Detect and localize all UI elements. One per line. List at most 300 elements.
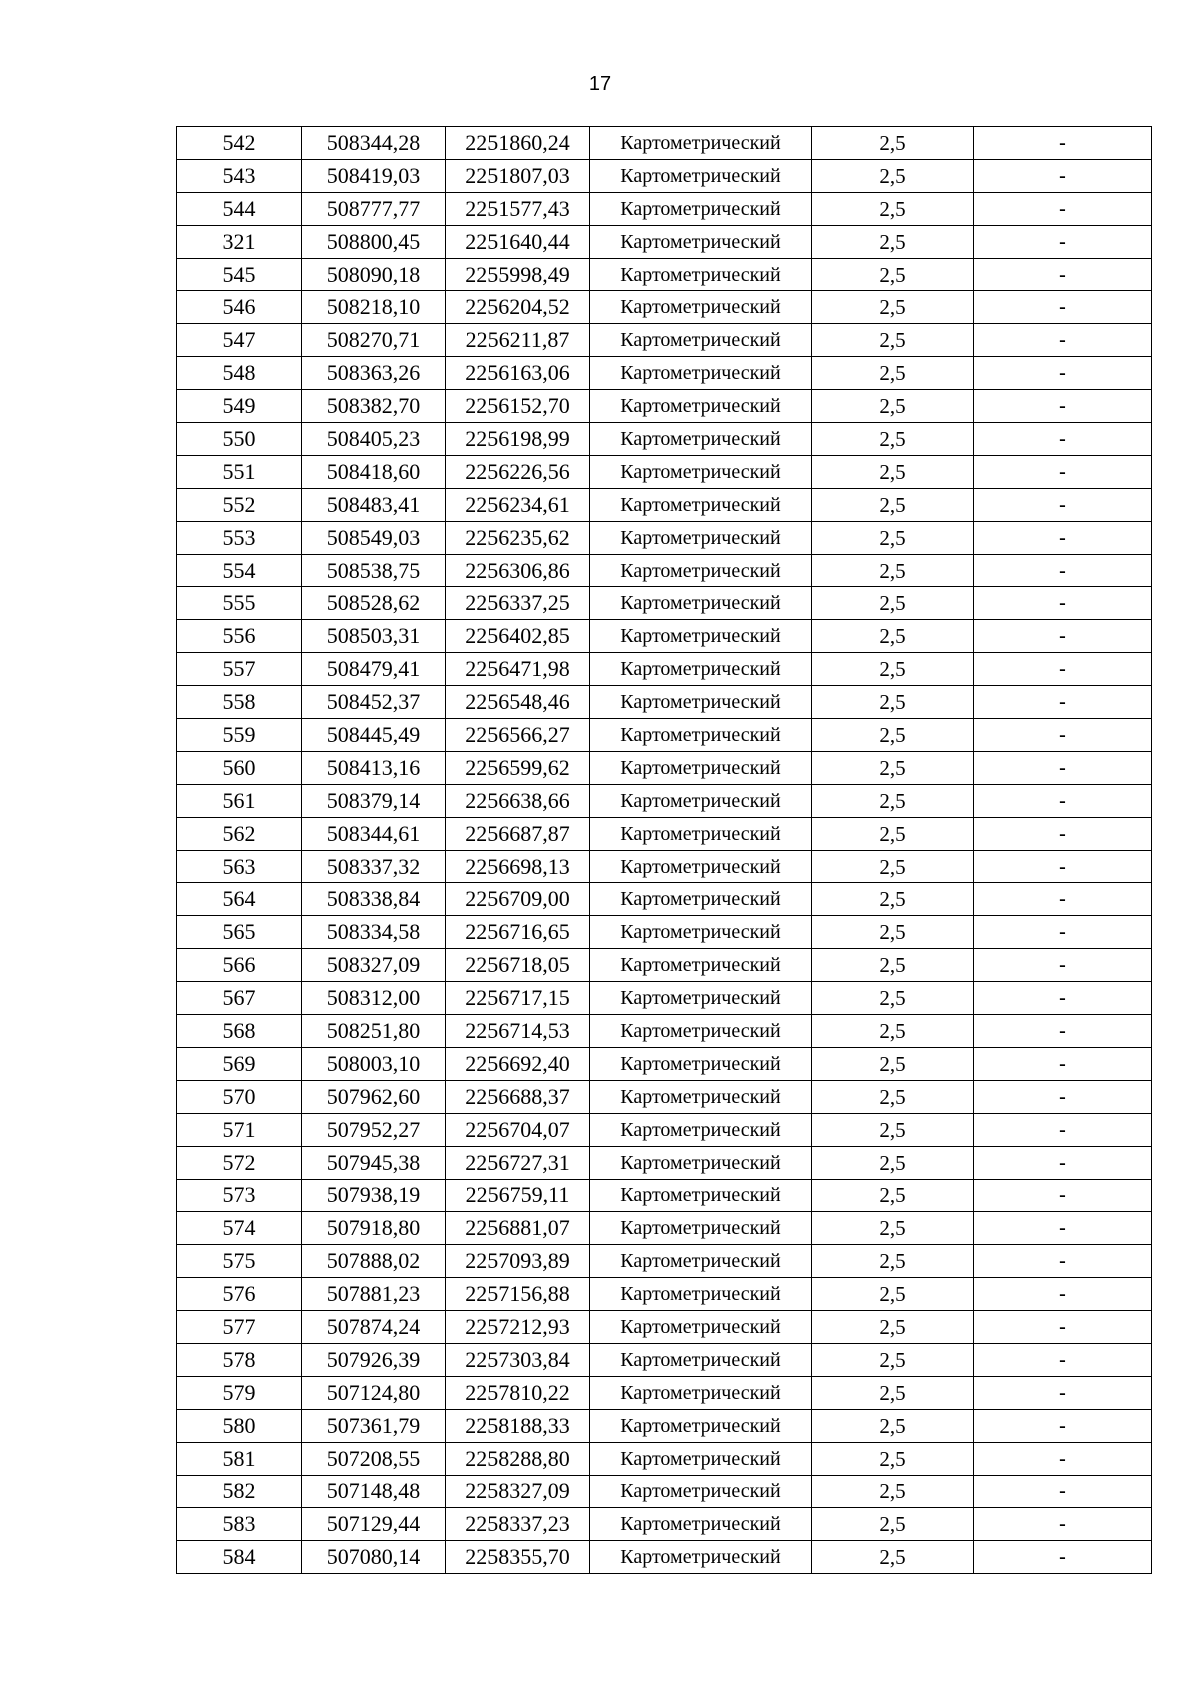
y-coordinate-cell: 2256337,25: [446, 587, 590, 620]
page-number: 17: [588, 73, 612, 95]
accuracy-cell: 2,5: [812, 159, 974, 192]
table-row: [177, 1541, 1152, 1574]
accuracy-cell: 2,5: [812, 850, 974, 883]
method-cell: Картометрический: [590, 1475, 812, 1508]
accuracy-cell: 2,5: [812, 488, 974, 521]
note-cell: -: [974, 455, 1152, 488]
x-coordinate-cell: 508405,23: [302, 423, 446, 456]
point-number-cell: 580: [177, 1409, 302, 1442]
point-number-cell: 555: [177, 587, 302, 620]
note-cell: -: [974, 127, 1152, 160]
y-coordinate-cell: 2256235,62: [446, 521, 590, 554]
note-cell: -: [974, 1212, 1152, 1245]
table-row: [177, 225, 1152, 258]
method-cell: Картометрический: [590, 1376, 812, 1409]
y-coordinate-cell: 2256759,11: [446, 1179, 590, 1212]
method-cell: Картометрический: [590, 192, 812, 225]
note-cell: -: [974, 1113, 1152, 1146]
note-cell: -: [974, 357, 1152, 390]
method-cell: Картометрический: [590, 1278, 812, 1311]
y-coordinate-cell: 2258327,09: [446, 1475, 590, 1508]
note-cell: -: [974, 1541, 1152, 1574]
y-coordinate-cell: 2256306,86: [446, 554, 590, 587]
accuracy-cell: 2,5: [812, 653, 974, 686]
accuracy-cell: 2,5: [812, 455, 974, 488]
method-cell: Картометрический: [590, 1343, 812, 1376]
accuracy-cell: 2,5: [812, 324, 974, 357]
y-coordinate-cell: 2256402,85: [446, 620, 590, 653]
note-cell: -: [974, 488, 1152, 521]
y-coordinate-cell: 2256566,27: [446, 719, 590, 752]
method-cell: Картометрический: [590, 1541, 812, 1574]
accuracy-cell: 2,5: [812, 258, 974, 291]
accuracy-cell: 2,5: [812, 521, 974, 554]
table-row: [177, 1475, 1152, 1508]
y-coordinate-cell: 2256687,87: [446, 817, 590, 850]
table-row: [177, 916, 1152, 949]
note-cell: -: [974, 949, 1152, 982]
y-coordinate-cell: 2256718,05: [446, 949, 590, 982]
point-number-cell: 565: [177, 916, 302, 949]
y-coordinate-cell: 2256714,53: [446, 1015, 590, 1048]
table-row: [177, 1146, 1152, 1179]
x-coordinate-cell: 508777,77: [302, 192, 446, 225]
x-coordinate-cell: 508382,70: [302, 390, 446, 423]
note-cell: -: [974, 1179, 1152, 1212]
table-row: [177, 883, 1152, 916]
point-number-cell: 560: [177, 751, 302, 784]
point-number-cell: 584: [177, 1541, 302, 1574]
x-coordinate-cell: 507945,38: [302, 1146, 446, 1179]
y-coordinate-cell: 2256727,31: [446, 1146, 590, 1179]
method-cell: Картометрический: [590, 390, 812, 423]
note-cell: -: [974, 258, 1152, 291]
y-coordinate-cell: 2258355,70: [446, 1541, 590, 1574]
accuracy-cell: 2,5: [812, 423, 974, 456]
coordinates-table: [176, 126, 1152, 1574]
note-cell: -: [974, 1311, 1152, 1344]
method-cell: Картометрический: [590, 488, 812, 521]
x-coordinate-cell: 507952,27: [302, 1113, 446, 1146]
point-number-cell: 562: [177, 817, 302, 850]
table-row: [177, 817, 1152, 850]
table-row: [177, 324, 1152, 357]
x-coordinate-cell: 508452,37: [302, 686, 446, 719]
accuracy-cell: 2,5: [812, 1475, 974, 1508]
accuracy-cell: 2,5: [812, 949, 974, 982]
method-cell: Картометрический: [590, 1409, 812, 1442]
note-cell: -: [974, 1146, 1152, 1179]
point-number-cell: 548: [177, 357, 302, 390]
x-coordinate-cell: 508312,00: [302, 982, 446, 1015]
table-row: [177, 521, 1152, 554]
note-cell: -: [974, 620, 1152, 653]
y-coordinate-cell: 2257093,89: [446, 1245, 590, 1278]
y-coordinate-cell: 2251860,24: [446, 127, 590, 160]
note-cell: -: [974, 1278, 1152, 1311]
note-cell: -: [974, 324, 1152, 357]
table-row: [177, 423, 1152, 456]
method-cell: Картометрический: [590, 1113, 812, 1146]
y-coordinate-cell: 2256198,99: [446, 423, 590, 456]
method-cell: Картометрический: [590, 982, 812, 1015]
method-cell: Картометрический: [590, 1047, 812, 1080]
accuracy-cell: 2,5: [812, 390, 974, 423]
point-number-cell: 558: [177, 686, 302, 719]
x-coordinate-cell: 508363,26: [302, 357, 446, 390]
y-coordinate-cell: 2251807,03: [446, 159, 590, 192]
table-row: [177, 357, 1152, 390]
table-row: [177, 784, 1152, 817]
point-number-cell: 577: [177, 1311, 302, 1344]
x-coordinate-cell: 508538,75: [302, 554, 446, 587]
accuracy-cell: 2,5: [812, 1508, 974, 1541]
note-cell: -: [974, 159, 1152, 192]
table-row: [177, 1113, 1152, 1146]
point-number-cell: 572: [177, 1146, 302, 1179]
point-number-cell: 574: [177, 1212, 302, 1245]
accuracy-cell: 2,5: [812, 1047, 974, 1080]
x-coordinate-cell: 508419,03: [302, 159, 446, 192]
y-coordinate-cell: 2256692,40: [446, 1047, 590, 1080]
x-coordinate-cell: 508379,14: [302, 784, 446, 817]
accuracy-cell: 2,5: [812, 1442, 974, 1475]
x-coordinate-cell: 507124,80: [302, 1376, 446, 1409]
table-row: [177, 159, 1152, 192]
accuracy-cell: 2,5: [812, 620, 974, 653]
x-coordinate-cell: 508003,10: [302, 1047, 446, 1080]
accuracy-cell: 2,5: [812, 1015, 974, 1048]
x-coordinate-cell: 508344,61: [302, 817, 446, 850]
method-cell: Картометрический: [590, 1442, 812, 1475]
method-cell: Картометрический: [590, 127, 812, 160]
method-cell: Картометрический: [590, 916, 812, 949]
y-coordinate-cell: 2251577,43: [446, 192, 590, 225]
x-coordinate-cell: 508344,28: [302, 127, 446, 160]
accuracy-cell: 2,5: [812, 357, 974, 390]
y-coordinate-cell: 2256599,62: [446, 751, 590, 784]
accuracy-cell: 2,5: [812, 1278, 974, 1311]
point-number-cell: 571: [177, 1113, 302, 1146]
point-number-cell: 561: [177, 784, 302, 817]
method-cell: Картометрический: [590, 949, 812, 982]
point-number-cell: 553: [177, 521, 302, 554]
y-coordinate-cell: 2256717,15: [446, 982, 590, 1015]
y-coordinate-cell: 2256163,06: [446, 357, 590, 390]
y-coordinate-cell: 2258188,33: [446, 1409, 590, 1442]
point-number-cell: 563: [177, 850, 302, 883]
y-coordinate-cell: 2257212,93: [446, 1311, 590, 1344]
y-coordinate-cell: 2256548,46: [446, 686, 590, 719]
method-cell: Картометрический: [590, 225, 812, 258]
y-coordinate-cell: 2256226,56: [446, 455, 590, 488]
y-coordinate-cell: 2258337,23: [446, 1508, 590, 1541]
y-coordinate-cell: 2256716,65: [446, 916, 590, 949]
method-cell: Картометрический: [590, 423, 812, 456]
table-row: [177, 1343, 1152, 1376]
y-coordinate-cell: 2256471,98: [446, 653, 590, 686]
point-number-cell: 557: [177, 653, 302, 686]
y-coordinate-cell: 2256234,61: [446, 488, 590, 521]
note-cell: -: [974, 423, 1152, 456]
note-cell: -: [974, 784, 1152, 817]
point-number-cell: 576: [177, 1278, 302, 1311]
x-coordinate-cell: 507129,44: [302, 1508, 446, 1541]
point-number-cell: 554: [177, 554, 302, 587]
table-row: [177, 1442, 1152, 1475]
accuracy-cell: 2,5: [812, 291, 974, 324]
y-coordinate-cell: 2256204,52: [446, 291, 590, 324]
x-coordinate-cell: 508413,16: [302, 751, 446, 784]
note-cell: -: [974, 587, 1152, 620]
x-coordinate-cell: 507962,60: [302, 1080, 446, 1113]
note-cell: -: [974, 192, 1152, 225]
table-row: [177, 1245, 1152, 1278]
point-number-cell: 573: [177, 1179, 302, 1212]
accuracy-cell: 2,5: [812, 751, 974, 784]
accuracy-cell: 2,5: [812, 1146, 974, 1179]
x-coordinate-cell: 508218,10: [302, 291, 446, 324]
method-cell: Картометрический: [590, 653, 812, 686]
point-number-cell: 575: [177, 1245, 302, 1278]
x-coordinate-cell: 507208,55: [302, 1442, 446, 1475]
table-row: [177, 949, 1152, 982]
method-cell: Картометрический: [590, 258, 812, 291]
accuracy-cell: 2,5: [812, 1113, 974, 1146]
point-number-cell: 546: [177, 291, 302, 324]
x-coordinate-cell: 508528,62: [302, 587, 446, 620]
method-cell: Картометрический: [590, 587, 812, 620]
table-row: [177, 850, 1152, 883]
x-coordinate-cell: 507361,79: [302, 1409, 446, 1442]
y-coordinate-cell: 2256638,66: [446, 784, 590, 817]
accuracy-cell: 2,5: [812, 883, 974, 916]
accuracy-cell: 2,5: [812, 1179, 974, 1212]
table-row: [177, 554, 1152, 587]
method-cell: Картометрический: [590, 1212, 812, 1245]
y-coordinate-cell: 2256211,87: [446, 324, 590, 357]
accuracy-cell: 2,5: [812, 554, 974, 587]
note-cell: -: [974, 225, 1152, 258]
method-cell: Картометрический: [590, 1508, 812, 1541]
table-row: [177, 390, 1152, 423]
point-number-cell: 545: [177, 258, 302, 291]
table-row: [177, 127, 1152, 160]
x-coordinate-cell: 508090,18: [302, 258, 446, 291]
accuracy-cell: 2,5: [812, 587, 974, 620]
note-cell: -: [974, 291, 1152, 324]
point-number-cell: 542: [177, 127, 302, 160]
point-number-cell: 581: [177, 1442, 302, 1475]
table-row: [177, 258, 1152, 291]
y-coordinate-cell: 2256709,00: [446, 883, 590, 916]
method-cell: Картометрический: [590, 1146, 812, 1179]
y-coordinate-cell: 2251640,44: [446, 225, 590, 258]
x-coordinate-cell: 507938,19: [302, 1179, 446, 1212]
table-row: [177, 1278, 1152, 1311]
x-coordinate-cell: 508800,45: [302, 225, 446, 258]
accuracy-cell: 2,5: [812, 1409, 974, 1442]
note-cell: -: [974, 521, 1152, 554]
method-cell: Картометрический: [590, 850, 812, 883]
method-cell: Картометрический: [590, 883, 812, 916]
point-number-cell: 551: [177, 455, 302, 488]
table-row: [177, 1311, 1152, 1344]
note-cell: -: [974, 686, 1152, 719]
point-number-cell: 550: [177, 423, 302, 456]
point-number-cell: 549: [177, 390, 302, 423]
point-number-cell: 569: [177, 1047, 302, 1080]
method-cell: Картометрический: [590, 521, 812, 554]
note-cell: -: [974, 1442, 1152, 1475]
method-cell: Картометрический: [590, 554, 812, 587]
note-cell: -: [974, 916, 1152, 949]
method-cell: Картометрический: [590, 291, 812, 324]
x-coordinate-cell: 507888,02: [302, 1245, 446, 1278]
point-number-cell: 568: [177, 1015, 302, 1048]
table-row: [177, 1409, 1152, 1442]
point-number-cell: 552: [177, 488, 302, 521]
method-cell: Картометрический: [590, 719, 812, 752]
accuracy-cell: 2,5: [812, 686, 974, 719]
table-row: [177, 1376, 1152, 1409]
y-coordinate-cell: 2257156,88: [446, 1278, 590, 1311]
table-row: [177, 1212, 1152, 1245]
point-number-cell: 579: [177, 1376, 302, 1409]
accuracy-cell: 2,5: [812, 817, 974, 850]
method-cell: Картометрический: [590, 1080, 812, 1113]
point-number-cell: 564: [177, 883, 302, 916]
point-number-cell: 570: [177, 1080, 302, 1113]
method-cell: Картометрический: [590, 1311, 812, 1344]
table-row: [177, 1047, 1152, 1080]
note-cell: -: [974, 817, 1152, 850]
x-coordinate-cell: 507881,23: [302, 1278, 446, 1311]
note-cell: -: [974, 1409, 1152, 1442]
x-coordinate-cell: 508327,09: [302, 949, 446, 982]
accuracy-cell: 2,5: [812, 1245, 974, 1278]
y-coordinate-cell: 2256688,37: [446, 1080, 590, 1113]
note-cell: -: [974, 390, 1152, 423]
note-cell: -: [974, 751, 1152, 784]
method-cell: Картометрический: [590, 620, 812, 653]
x-coordinate-cell: 508418,60: [302, 455, 446, 488]
point-number-cell: 543: [177, 159, 302, 192]
table-row: [177, 291, 1152, 324]
accuracy-cell: 2,5: [812, 1212, 974, 1245]
accuracy-cell: 2,5: [812, 1080, 974, 1113]
note-cell: -: [974, 719, 1152, 752]
method-cell: Картометрический: [590, 751, 812, 784]
table-row: [177, 587, 1152, 620]
method-cell: Картометрический: [590, 324, 812, 357]
method-cell: Картометрический: [590, 357, 812, 390]
x-coordinate-cell: 508479,41: [302, 653, 446, 686]
table-row: [177, 455, 1152, 488]
y-coordinate-cell: 2256881,07: [446, 1212, 590, 1245]
note-cell: -: [974, 1508, 1152, 1541]
x-coordinate-cell: 507080,14: [302, 1541, 446, 1574]
y-coordinate-cell: 2258288,80: [446, 1442, 590, 1475]
point-number-cell: 321: [177, 225, 302, 258]
method-cell: Картометрический: [590, 686, 812, 719]
note-cell: -: [974, 1047, 1152, 1080]
accuracy-cell: 2,5: [812, 192, 974, 225]
y-coordinate-cell: 2256704,07: [446, 1113, 590, 1146]
note-cell: -: [974, 1475, 1152, 1508]
accuracy-cell: 2,5: [812, 1541, 974, 1574]
point-number-cell: 582: [177, 1475, 302, 1508]
note-cell: -: [974, 1080, 1152, 1113]
x-coordinate-cell: 508483,41: [302, 488, 446, 521]
note-cell: -: [974, 1343, 1152, 1376]
note-cell: -: [974, 1245, 1152, 1278]
table-row: [177, 1080, 1152, 1113]
x-coordinate-cell: 508549,03: [302, 521, 446, 554]
coordinates-table-body: [177, 127, 1152, 1574]
point-number-cell: 559: [177, 719, 302, 752]
x-coordinate-cell: 507874,24: [302, 1311, 446, 1344]
table-row: [177, 653, 1152, 686]
x-coordinate-cell: 508337,32: [302, 850, 446, 883]
table-row: [177, 1179, 1152, 1212]
x-coordinate-cell: 508251,80: [302, 1015, 446, 1048]
x-coordinate-cell: 507918,80: [302, 1212, 446, 1245]
point-number-cell: 556: [177, 620, 302, 653]
y-coordinate-cell: 2257810,22: [446, 1376, 590, 1409]
x-coordinate-cell: 508445,49: [302, 719, 446, 752]
note-cell: -: [974, 1376, 1152, 1409]
note-cell: -: [974, 653, 1152, 686]
x-coordinate-cell: 507148,48: [302, 1475, 446, 1508]
point-number-cell: 567: [177, 982, 302, 1015]
y-coordinate-cell: 2255998,49: [446, 258, 590, 291]
accuracy-cell: 2,5: [812, 784, 974, 817]
x-coordinate-cell: 507926,39: [302, 1343, 446, 1376]
method-cell: Картометрический: [590, 455, 812, 488]
point-number-cell: 583: [177, 1508, 302, 1541]
method-cell: Картометрический: [590, 1179, 812, 1212]
note-cell: -: [974, 850, 1152, 883]
table-row: [177, 620, 1152, 653]
accuracy-cell: 2,5: [812, 1343, 974, 1376]
table-row: [177, 192, 1152, 225]
x-coordinate-cell: 508270,71: [302, 324, 446, 357]
table-row: [177, 719, 1152, 752]
method-cell: Картометрический: [590, 817, 812, 850]
method-cell: Картометрический: [590, 159, 812, 192]
note-cell: -: [974, 982, 1152, 1015]
accuracy-cell: 2,5: [812, 127, 974, 160]
method-cell: Картометрический: [590, 784, 812, 817]
table-row: [177, 1015, 1152, 1048]
x-coordinate-cell: 508334,58: [302, 916, 446, 949]
y-coordinate-cell: 2256152,70: [446, 390, 590, 423]
point-number-cell: 566: [177, 949, 302, 982]
table-row: [177, 751, 1152, 784]
point-number-cell: 544: [177, 192, 302, 225]
note-cell: -: [974, 883, 1152, 916]
table-row: [177, 1508, 1152, 1541]
x-coordinate-cell: 508503,31: [302, 620, 446, 653]
x-coordinate-cell: 508338,84: [302, 883, 446, 916]
y-coordinate-cell: 2256698,13: [446, 850, 590, 883]
accuracy-cell: 2,5: [812, 916, 974, 949]
accuracy-cell: 2,5: [812, 719, 974, 752]
note-cell: -: [974, 1015, 1152, 1048]
method-cell: Картометрический: [590, 1245, 812, 1278]
note-cell: -: [974, 554, 1152, 587]
